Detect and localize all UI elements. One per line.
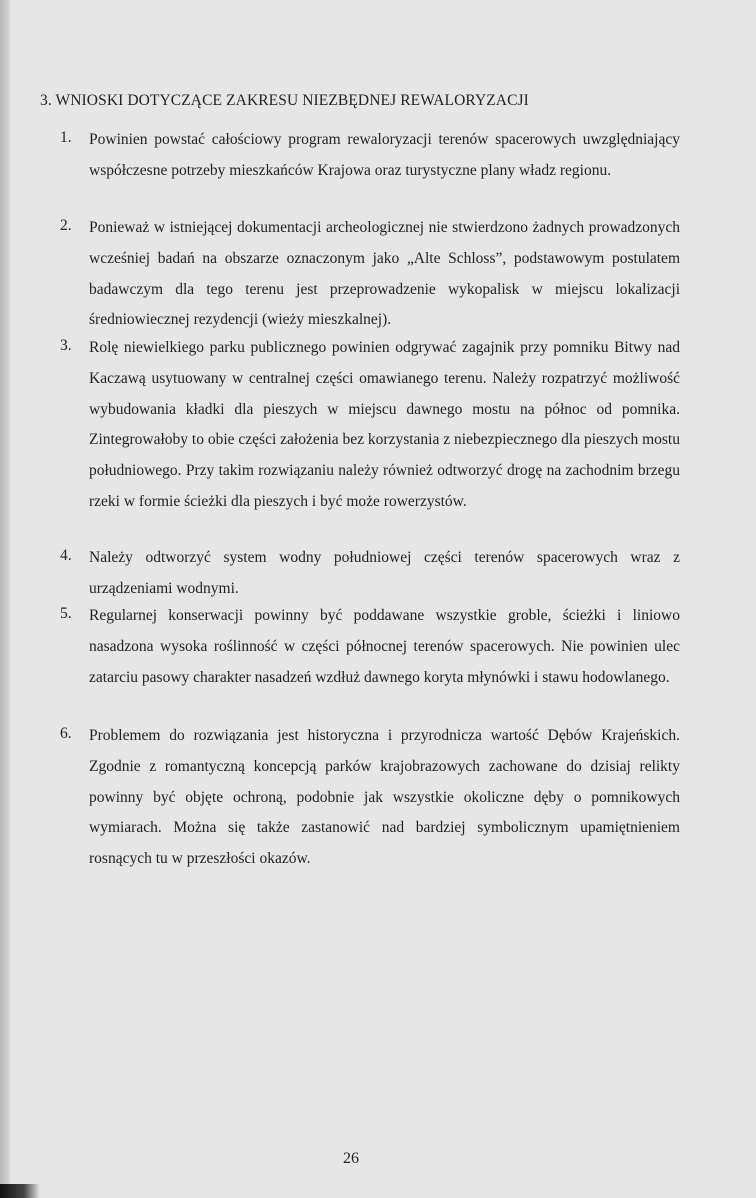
item-number: 2. [60,217,72,234]
item-text: Ponieważ w istniejącej dokumentacji archeologicznej nie stwierdzono żadnych prowadzonych wcześniej badań na obszarze oznaczonym jako „Alte Schloss”, podstawowym postulatem badawczym dla tego terenu jest przeprowadzenie wykopalisk w miejscu lokalizacji średniowiecznej rezydencji (wieży mieszkalnej). [89,219,680,329]
item-number: 6. [60,725,72,742]
item-number: 1. [60,129,72,146]
section-heading: 3. WNIOSKI DOTYCZĄCE ZAKRESU NIEZBĘDNEJ REWALORYZACJI [40,92,529,109]
item-number: 4. [60,547,72,564]
scan-edge-shadow [0,1184,40,1198]
item-text: Regularnej konserwacji powinny być poddawane wszystkie groble, ścieżki i liniowo nasadzona wysoka roślinność w części północnej terenów spacerowych. Nie powinien ulec zatarciu pasowy charakter nasadzeń wzdłuż dawnego koryta młynówki i stawu hodowlanego. [89,607,680,686]
item-number: 3. [60,337,72,354]
item-number: 5. [60,605,72,622]
item-text: Problemem do rozwiązania jest historyczna i przyrodnicza wartość Dębów Krajeńskich. Zgodnie z romantyczną koncepcją parków krajobrazowych zachowane do dzisiaj relikty powinny być objęte ochroną, podobnie jak wszystkie okoliczne dęby o pomnikowych wymiarach. Można się także zastanowić nad bardziej symbolicznym upamiętnieniem rosnących tu w przeszłości okazów. [89,727,680,868]
item-text: Rolę niewielkiego parku publicznego powinien odgrywać zagajnik przy pomniku Bitwy nad Kaczawą usytuowany w centralnej części omawianego terenu. Należy rozpatrzyć możliwość wybudowania kładki dla pieszych w miejscu dawnego mostu na północ od pomnika. Zintegrowałoby to obie części założenia bez korzystania z niebezpiecznego dla pieszych mostu południowego. Przy takim rozwiązaniu należy również odtworzyć drogę na zachodnim brzegu rzeki w formie ścieżki dla pieszych i być może rowerzystów. [89,339,680,510]
item-text: Powinien powstać całościowy program rewaloryzacji terenów spacerowych uwzględniający współczesne potrzeby mieszkańców Krajowa oraz turystyczne plany władz regionu. [89,131,680,179]
page-number: 26 [343,1150,359,1167]
item-text: Należy odtworzyć system wodny południowej części terenów spacerowych wraz z urządzeniami wodnymi. [89,549,680,597]
